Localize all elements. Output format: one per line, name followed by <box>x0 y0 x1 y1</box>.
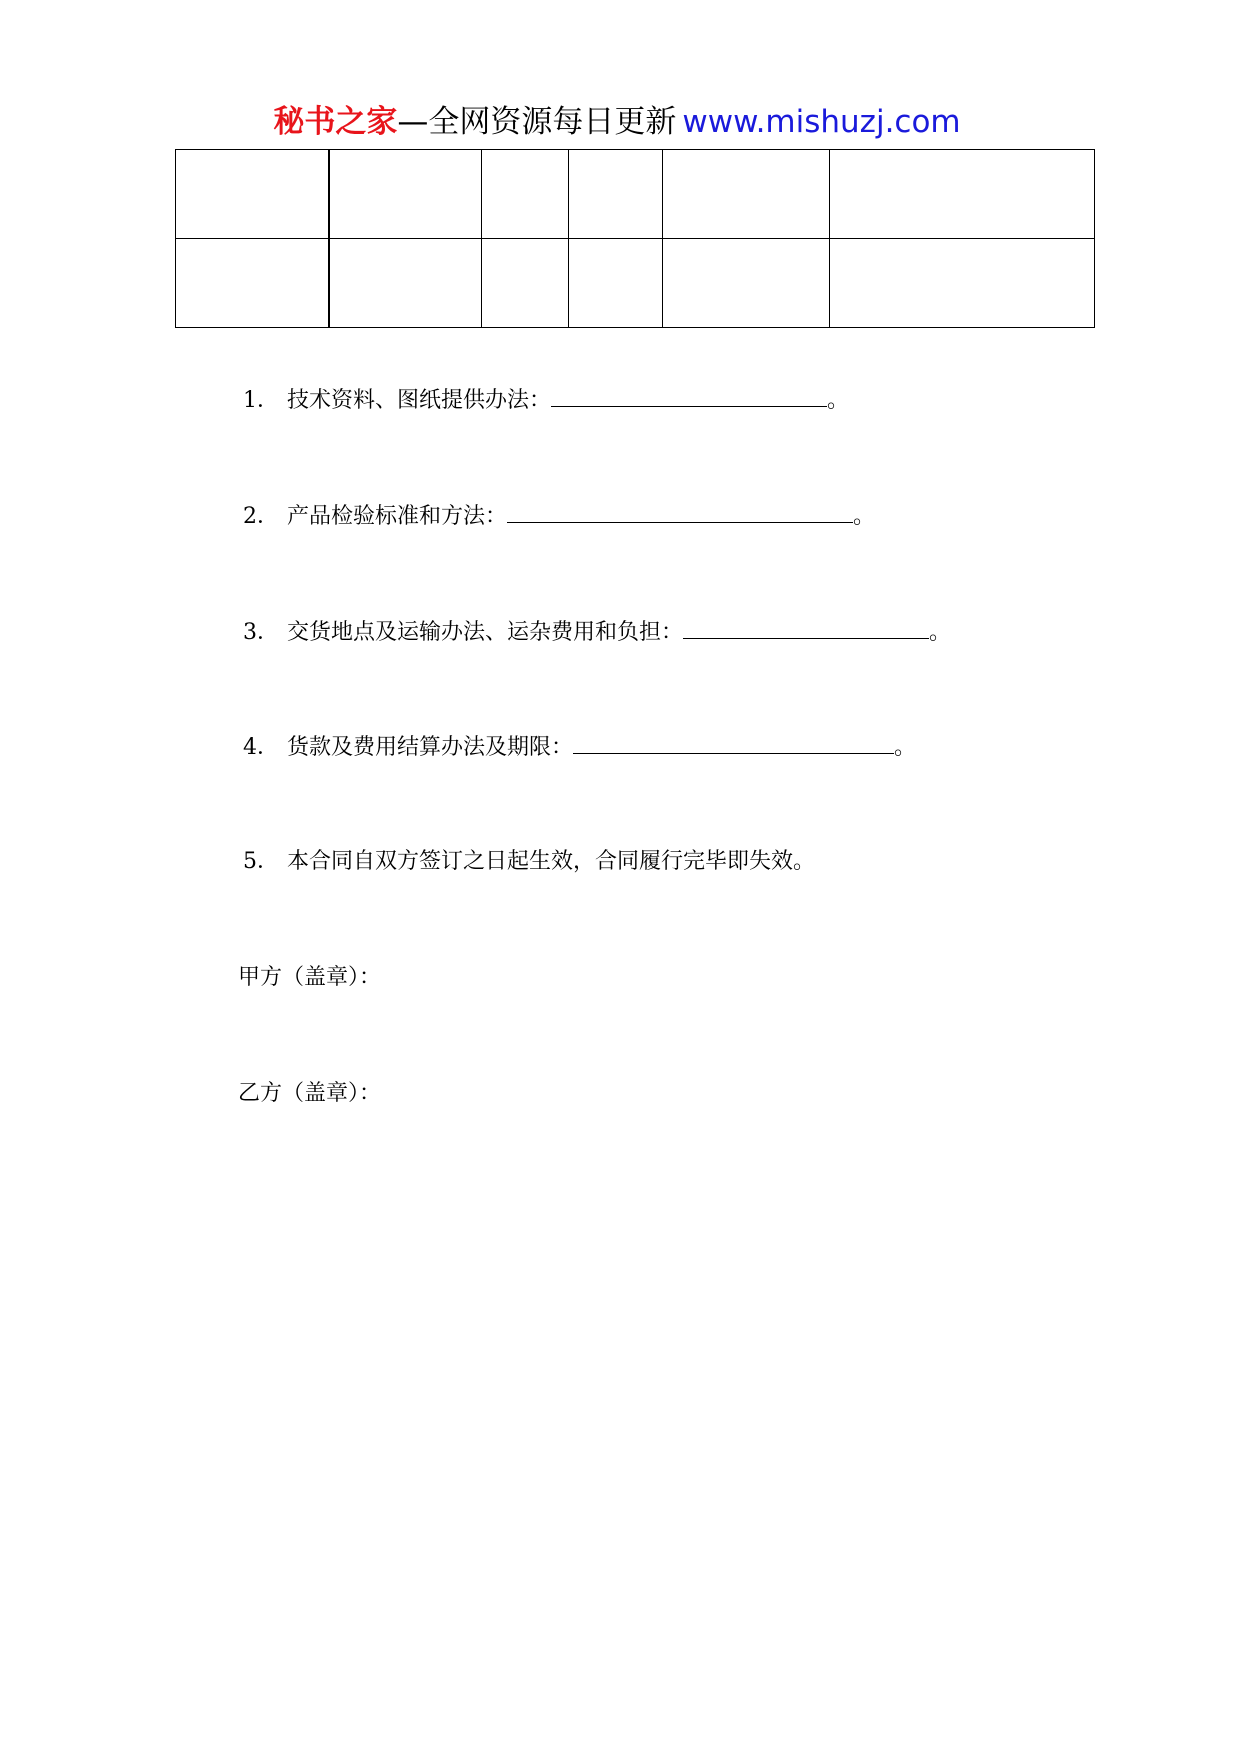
clause-3 <box>243 616 951 648</box>
party-a-seal: 甲方（盖章）： <box>238 965 382 990</box>
clause-text: 交货地点及运输办法、运杂费用和负担： <box>287 620 684 645</box>
table-row <box>176 150 1095 239</box>
table-row <box>176 239 1095 328</box>
blank-product-table <box>175 149 1095 328</box>
clause-text: 产品检验标准和方法： <box>287 504 508 529</box>
table-cell <box>569 239 663 328</box>
clause-text: 货款及费用结算办法及期限： <box>287 735 574 760</box>
table-cell <box>482 150 569 239</box>
clause-4 <box>243 731 916 763</box>
clause-5 <box>243 847 815 877</box>
table-cell <box>830 150 1095 239</box>
table-cell <box>482 239 569 328</box>
clause-end: 。 <box>853 504 876 529</box>
party-b-seal: 乙方（盖章）： <box>238 1081 382 1106</box>
table-cell <box>663 239 830 328</box>
clause-2 <box>243 500 875 532</box>
table-cell <box>329 239 482 328</box>
clause-end: 。 <box>894 735 917 760</box>
clause-text: 技术资料、图纸提供办法： <box>287 388 552 413</box>
brand-name: 秘书之家 <box>273 104 398 140</box>
table-cell <box>176 150 329 239</box>
clause-number: 5． <box>243 849 279 874</box>
clause-number: 3． <box>243 620 279 645</box>
fill-in-blank[interactable] <box>551 384 827 407</box>
clause-end: 。 <box>827 388 850 413</box>
clause-1 <box>243 384 849 416</box>
clause-number: 4． <box>243 735 279 760</box>
table-cell <box>830 239 1095 328</box>
clause-text: 本合同自双方签订之日起生效，合同履行完毕即失效。 <box>287 849 816 874</box>
fill-in-blank[interactable] <box>507 500 853 523</box>
clause-number: 1． <box>243 388 279 413</box>
site-header <box>0 102 1234 142</box>
fill-in-blank[interactable] <box>573 731 894 754</box>
fill-in-blank[interactable] <box>683 616 929 639</box>
table-cell <box>569 150 663 239</box>
table-cell <box>663 150 830 239</box>
clause-end: 。 <box>929 620 952 645</box>
site-url-link[interactable]: www.mishuzj.com <box>682 104 961 140</box>
clause-number: 2． <box>243 504 279 529</box>
table-cell <box>176 239 329 328</box>
table-cell <box>329 150 482 239</box>
header-slogan: —全网资源每日更新 <box>397 104 677 140</box>
